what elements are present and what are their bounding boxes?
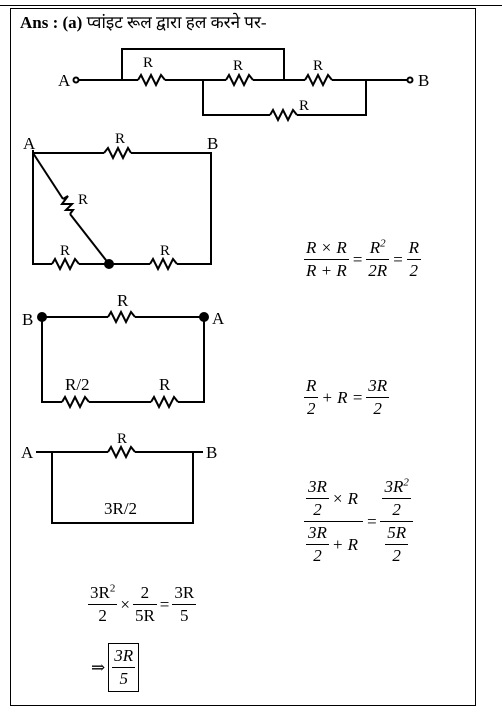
eq1-den3: 2 [409, 261, 419, 280]
eq2-den: 2 [306, 399, 316, 418]
eq2-den2: 2 [373, 399, 382, 418]
c3-label-r-top: R [117, 291, 129, 310]
eq4-den3: 5 [180, 606, 189, 625]
resistor-bot-right-3 [151, 397, 178, 407]
c2-label-r-bot-left: R [60, 243, 71, 259]
resistor-top-2 [104, 148, 131, 158]
eq4-den2: 5R [134, 606, 155, 625]
eq1-num3: R [407, 237, 421, 260]
c4-label-a: A [21, 443, 34, 462]
eq1-den: R + R [306, 261, 347, 280]
eq3-r-top-den: 2 [392, 500, 401, 519]
equation-2 [304, 375, 389, 420]
c1-label-r-mid: R [233, 58, 244, 74]
c4-label-r-top: R [117, 431, 128, 447]
eq3-equals: = [366, 511, 378, 531]
resistor-bot-left-3 [62, 397, 89, 407]
c3-label-b: B [22, 310, 34, 329]
eq3-r-bot-num: 5R [385, 522, 408, 545]
eq3-top-num: 3R [306, 476, 329, 499]
eq3-top-mult: × R [331, 488, 358, 508]
node-b-terminal [408, 78, 413, 83]
eq1-num: R × R [304, 237, 349, 260]
eq4-den1: 2 [98, 606, 107, 625]
eq4-num2: 2 [133, 582, 157, 605]
eq4-num1-sup: 2 [109, 582, 116, 595]
c3-label-r-bot-right: R [159, 375, 171, 394]
eq3-r-bot-den: 2 [392, 546, 401, 565]
c1-label-a: A [58, 71, 71, 90]
eq2-plus: + R = [321, 387, 364, 407]
junction-dot [105, 260, 113, 268]
eq1-equals: = [351, 249, 364, 269]
c1-label-r-top: R [143, 55, 154, 71]
c2-label-a: A [23, 134, 36, 153]
eq2-num2: 3R [366, 375, 389, 398]
c4-label-r-bottom: 3R/2 [104, 499, 138, 518]
resistor-mid [226, 75, 253, 85]
eq4-equals: = [159, 594, 170, 614]
final-answer [88, 643, 139, 692]
eq3-r-top-sup: 2 [403, 476, 409, 489]
resistor-bot-right [150, 259, 177, 269]
resistor-top-3 [108, 312, 135, 322]
c1-label-b: B [418, 71, 430, 90]
c1-label-r-right: R [313, 58, 324, 74]
ans-label: Ans : [20, 13, 59, 32]
resistor-top [138, 75, 165, 85]
eq3-bot-plus: + R [331, 534, 358, 554]
answer-num: 3R [112, 645, 135, 668]
resistor-bottom [270, 110, 297, 120]
eq1-num2: R [369, 238, 381, 257]
part-label: (a) [62, 13, 83, 32]
eq4-num3: 3R [172, 582, 196, 605]
eq3-top-den: 2 [313, 500, 322, 519]
resistor-bot-left [52, 259, 79, 269]
c3-label-r-bot-left: R/2 [65, 375, 90, 394]
answer-den: 5 [119, 669, 128, 688]
eq1-num2-sup: 2 [380, 237, 386, 250]
resistor-top-4 [108, 447, 135, 457]
node-a-terminal [74, 78, 79, 83]
eq1-equals-2: = [392, 249, 404, 269]
c3-label-a: A [212, 309, 225, 328]
eq3-r-top-num: 3R [384, 477, 404, 496]
eq1-den2: 2R [368, 261, 388, 280]
equation-1 [304, 237, 421, 282]
equation-3 [304, 476, 413, 567]
c1-label-r-bottom: R [299, 98, 310, 114]
circuit-3 [38, 312, 208, 407]
c2-label-r-diag: R [78, 192, 89, 208]
eq4-num1: 3R [90, 583, 110, 602]
equation-4 [88, 582, 196, 627]
eq2-num: R [304, 375, 318, 398]
implies-arrow: ⇒ [91, 657, 106, 677]
c2-label-r-bot-right: R [160, 243, 171, 259]
c4-label-b: B [206, 443, 218, 462]
resistor-right [305, 75, 332, 85]
c2-label-b: B [207, 134, 219, 153]
instruction-text: प्वांइट रूल द्वारा हल करने पर- [86, 13, 267, 32]
eq3-bot-num: 3R [306, 522, 329, 545]
answer-box [108, 643, 139, 692]
c2-label-r-top: R [115, 131, 126, 147]
resistor-diag [62, 196, 73, 214]
eq4-times: × [120, 594, 130, 614]
eq3-bot-den: 2 [313, 546, 322, 565]
